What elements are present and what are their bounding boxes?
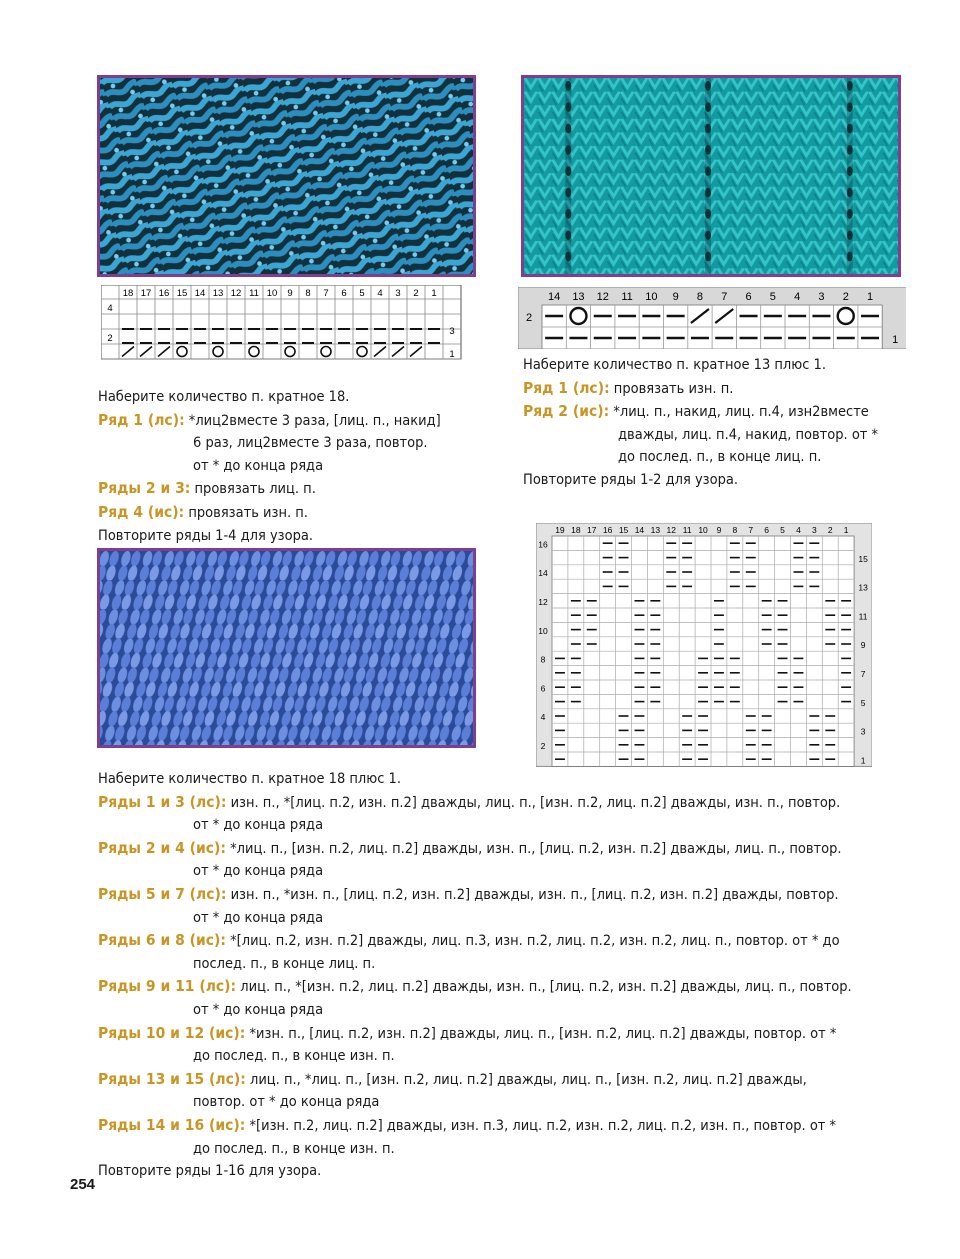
pattern-2-intro: Наберите количество п. кратное 13 плюс 1. <box>523 357 826 373</box>
eyelet-hole <box>705 230 711 240</box>
column-number: 12 <box>596 291 609 303</box>
pattern-2-row-1: Ряд 1 (лс): провязать изн. п. <box>523 378 734 397</box>
column-number: 16 <box>158 288 170 299</box>
eyelet-rib-texture <box>524 78 898 274</box>
column-number: 9 <box>672 291 679 303</box>
column-number: 2 <box>413 288 419 299</box>
photo-eyelet-rib-swatch <box>521 75 901 277</box>
eyelet-hole <box>705 166 711 176</box>
pattern-3-row-cont: послед. п., в конце лиц. п. <box>193 955 376 972</box>
pattern-3-row-cont: от * до конца ряда <box>193 863 324 880</box>
column-number: 5 <box>780 525 785 535</box>
pattern-3-row: Ряды 5 и 7 (лс): изн. п., *изн. п., [лиц. п.2, изн. п.2] дважды, изн. п., [лиц. п.2, изн. п.2] дважды, повтор. <box>98 884 839 903</box>
pattern-3-row-cont: до послед. п., в конце изн. п. <box>193 1048 395 1065</box>
column-number: 18 <box>571 525 581 535</box>
column-number: 17 <box>140 288 152 299</box>
column-number: 4 <box>794 291 801 303</box>
pattern-1-intro: Наберите количество п. кратное 18. <box>98 389 350 405</box>
column-number: 7 <box>748 525 754 535</box>
pattern-3-row: Ряды 13 и 15 (лс): лиц. п., *лиц. п., [изн. п.2, лиц. п.2] дважды, лиц. п., [изн. п.2, лиц. п.2] дважды, <box>98 1069 807 1088</box>
column-number: 12 <box>230 288 242 299</box>
column-number: 6 <box>745 291 752 303</box>
twisted-rib-texture <box>100 551 473 745</box>
chart-1-lace-wave <box>101 285 469 365</box>
pattern-1-row-3: Ряд 4 (ис): провязать изн. п. <box>98 502 308 521</box>
eyelet-hole <box>565 102 571 112</box>
eyelet-hole <box>565 230 571 240</box>
photo-lace-wave-swatch <box>97 75 476 277</box>
pattern-1-row-1: Ряд 1 (лс): *лиц2вместе 3 раза, [лиц. п., накид] <box>98 410 441 429</box>
row-number: 3 <box>860 726 866 737</box>
row-number: 2 <box>525 312 533 324</box>
pattern-3-outro: Повторите ряды 1-16 для узора. <box>98 1163 322 1180</box>
pattern-3-row: Ряды 2 и 4 (ис): *лиц. п., [изн. п.2, лиц. п.2] дважды, изн. п., [лиц. п.2, изн. п.2] дважды, лиц. п., повтор. <box>98 838 842 857</box>
column-number: 10 <box>698 525 708 535</box>
row-number: 1 <box>860 755 866 766</box>
row-number: 2 <box>107 333 113 344</box>
column-number: 13 <box>650 525 661 535</box>
pattern-3-intro: Наберите количество п. кратное 18 плюс 1. <box>98 771 401 787</box>
column-number: 1 <box>843 525 849 535</box>
page-number: 254 <box>70 1176 96 1193</box>
eyelet-hole <box>705 124 711 134</box>
column-number: 8 <box>696 291 704 303</box>
column-number: 2 <box>827 525 833 535</box>
eyelet-hole <box>565 81 571 91</box>
column-number: 4 <box>377 288 383 299</box>
eyelet-hole <box>705 252 711 262</box>
column-number: 5 <box>769 291 776 303</box>
column-number: 14 <box>194 288 206 299</box>
eyelet-hole <box>565 145 571 155</box>
pattern-3-instructions <box>98 768 918 1183</box>
pattern-2-row-2-cont: дважды, лиц. п.4, накид, повтор. от * <box>618 426 879 443</box>
row-number: 3 <box>449 326 455 337</box>
eyelet-hole <box>847 209 853 219</box>
column-number: 12 <box>666 525 676 535</box>
eyelet-hole <box>847 145 853 155</box>
column-number: 1 <box>431 288 437 299</box>
row-number: 6 <box>540 683 546 694</box>
eyelet-hole <box>847 102 853 112</box>
column-number: 13 <box>212 288 224 299</box>
pattern-3-row-cont: до послед. п., в конце изн. п. <box>193 1140 395 1157</box>
column-number: 14 <box>548 291 561 303</box>
pattern-1-row-2: Ряды 2 и 3: провязать лиц. п. <box>98 479 316 498</box>
pattern-1-row-1-cont: 6 раз, лиц2вместе 3 раза, повтор. <box>193 435 428 452</box>
eyelet-hole <box>565 124 571 134</box>
eyelet-hole <box>847 124 853 134</box>
chart-2-eyelet-rib <box>518 287 906 349</box>
column-number: 11 <box>621 291 633 303</box>
photo-twisted-rib-swatch <box>97 548 476 748</box>
pattern-3-row-cont: от * до конца ряда <box>193 1001 324 1018</box>
column-number: 4 <box>796 525 801 535</box>
eyelet-hole <box>705 209 711 219</box>
column-number: 6 <box>341 288 347 299</box>
pattern-2-instructions <box>523 354 923 492</box>
column-number: 11 <box>249 288 259 299</box>
row-number: 2 <box>540 741 546 751</box>
row-number: 15 <box>858 553 868 564</box>
pattern-3-row: Ряды 9 и 11 (лс): лиц. п., *[изн. п.2, лиц. п.2] дважды, изн. п., [лиц. п.2, изн. п.2] дважды, лиц. п., повтор. <box>98 977 852 996</box>
pattern-3-row: Ряды 6 и 8 (ис): *[лиц. п.2, изн. п.2] дважды, лиц. п.3, изн. п.2, лиц. п.2, изн. п.2, лиц. п., повтор. от * до <box>98 931 840 950</box>
row-number: 14 <box>538 568 548 579</box>
eyelet-hole <box>705 188 711 198</box>
row-number: 8 <box>540 654 546 665</box>
row-number: 1 <box>892 334 899 346</box>
pattern-2-row-2: Ряд 2 (ис): *лиц. п., накид, лиц. п.4, изн2вместе <box>523 402 869 421</box>
eyelet-hole <box>705 102 711 112</box>
lace-wave-texture <box>100 78 473 274</box>
column-number: 18 <box>122 288 134 299</box>
column-number: 1 <box>866 291 874 303</box>
pattern-3-row-cont: повтор. от * до конца ряда <box>193 1094 380 1111</box>
eyelet-hole <box>847 166 853 176</box>
column-number: 11 <box>682 525 692 535</box>
row-number: 12 <box>538 597 548 607</box>
pattern-3-row: Ряды 1 и 3 (лс): изн. п., *[лиц. п.2, изн. п.2] дважды, лиц. п., [изн. п.2, лиц. п.2] дважды, изн. п., повтор. <box>98 792 841 811</box>
column-number: 19 <box>555 525 565 535</box>
pattern-3-row-cont: от * до конца ряда <box>193 817 324 834</box>
pattern-1-instructions <box>98 386 498 547</box>
column-number: 3 <box>818 291 825 303</box>
eyelet-hole <box>565 188 571 198</box>
column-number: 3 <box>811 525 817 535</box>
column-number: 7 <box>323 288 329 299</box>
column-number: 7 <box>721 291 728 303</box>
pattern-1-row-1-cont: от * до конца ряда <box>193 457 324 474</box>
row-number: 16 <box>538 539 548 550</box>
row-number: 10 <box>538 625 548 636</box>
column-number: 10 <box>266 288 278 299</box>
pattern-3-row: Ряды 10 и 12 (ис): *изн. п., [лиц. п.2, изн. п.2] дважды, лиц. п., [изн. п.2, лиц. п.2] дважды, повтор. от * <box>98 1023 837 1042</box>
eyelet-hole <box>847 252 853 262</box>
pattern-3-row-cont: от * до конца ряда <box>193 909 324 926</box>
eyelet-hole <box>847 81 853 91</box>
eyelet-hole <box>847 230 853 240</box>
row-number: 5 <box>860 697 866 708</box>
column-number: 8 <box>305 288 311 299</box>
chart-3-twisted-rib <box>536 523 872 768</box>
column-number: 9 <box>716 525 722 535</box>
column-number: 5 <box>359 288 365 299</box>
row-number: 4 <box>540 712 546 723</box>
column-number: 14 <box>634 525 645 535</box>
row-number: 4 <box>107 303 113 314</box>
row-number: 13 <box>858 582 868 593</box>
column-number: 15 <box>618 525 629 535</box>
eyelet-hole <box>565 252 571 262</box>
column-number: 9 <box>287 288 293 299</box>
pattern-1-outro: Повторите ряды 1-4 для узора. <box>98 527 314 544</box>
pattern-2-outro: Повторите ряды 1-2 для узора. <box>523 471 739 488</box>
column-number: 8 <box>732 525 738 535</box>
column-number: 13 <box>572 291 585 303</box>
row-number: 7 <box>860 669 866 679</box>
row-number: 9 <box>860 640 866 651</box>
eyelet-hole <box>705 145 711 155</box>
row-number: 1 <box>449 349 455 360</box>
eyelet-hole <box>565 166 571 176</box>
column-number: 2 <box>842 291 849 303</box>
column-number: 10 <box>645 291 658 303</box>
pattern-3-row: Ряды 14 и 16 (ис): *[изн. п.2, лиц. п.2] дважды, изн. п.3, лиц. п.2, изн. п.2, лиц. п.2, изн. п., повтор. от * <box>98 1115 837 1134</box>
pattern-2-row-2-cont: до послед. п., в конце лиц. п. <box>618 449 822 466</box>
eyelet-hole <box>705 81 711 91</box>
column-number: 15 <box>176 288 188 299</box>
eyelet-hole <box>565 209 571 219</box>
eyelet-hole <box>847 188 853 198</box>
column-number: 16 <box>602 525 613 535</box>
column-number: 6 <box>764 525 770 535</box>
column-number: 17 <box>587 525 597 535</box>
column-number: 3 <box>395 288 401 299</box>
row-number: 11 <box>858 611 868 622</box>
